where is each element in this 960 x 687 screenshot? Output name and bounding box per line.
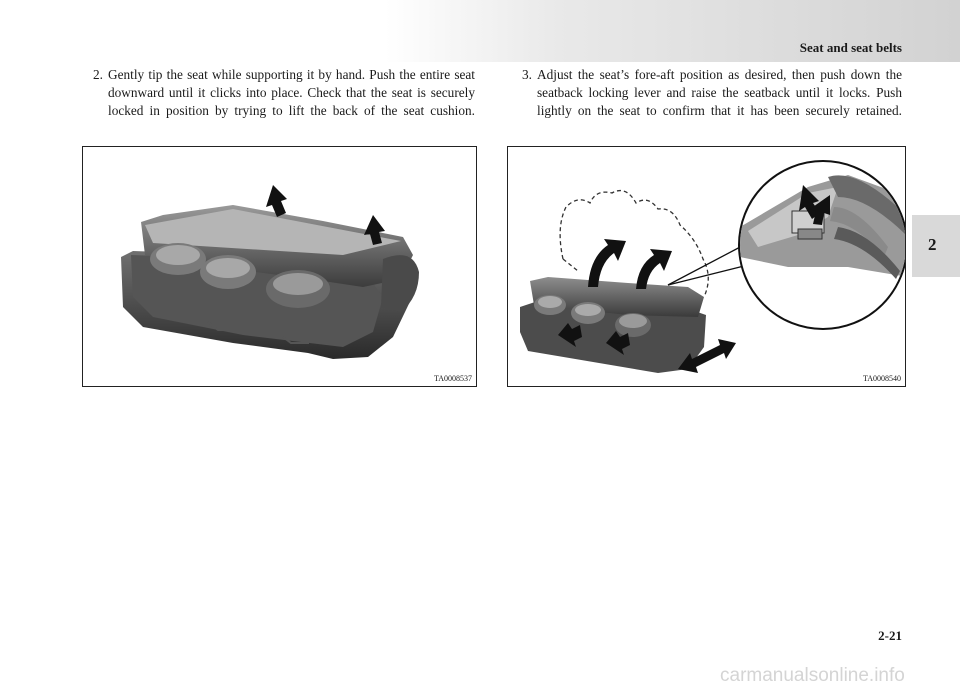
watermark: carmanualsonline.info xyxy=(720,665,905,686)
step-text: Gently tip the seat while supporting it by hand. Push the entire seat downward until it clicks into place. Check that the seat is securely locked in position by trying to lift the back of the seat cushion. xyxy=(108,67,475,118)
step-3 xyxy=(522,66,902,138)
step-text: Adjust the seat’s fore-aft position as desired, then push down the seatback locking lever and raise the seatback until it locks. Push lightly on the seat to confirm that it has been securely retained. xyxy=(537,67,902,118)
figure-seat-push-down xyxy=(82,146,477,387)
figure-code: TA0008537 xyxy=(433,374,472,383)
step-number: 3. xyxy=(522,67,532,82)
seatback-illustration xyxy=(508,147,905,386)
step-2 xyxy=(93,66,475,138)
seat-illustration xyxy=(83,147,476,386)
page-number: 2-21 xyxy=(878,628,902,643)
section-title: Seat and seat belts xyxy=(799,40,902,55)
chapter-number: 2 xyxy=(928,235,937,254)
step-number: 2. xyxy=(93,67,103,82)
figure-seatback-raise xyxy=(507,146,906,387)
figure-code: TA0008540 xyxy=(862,374,901,383)
